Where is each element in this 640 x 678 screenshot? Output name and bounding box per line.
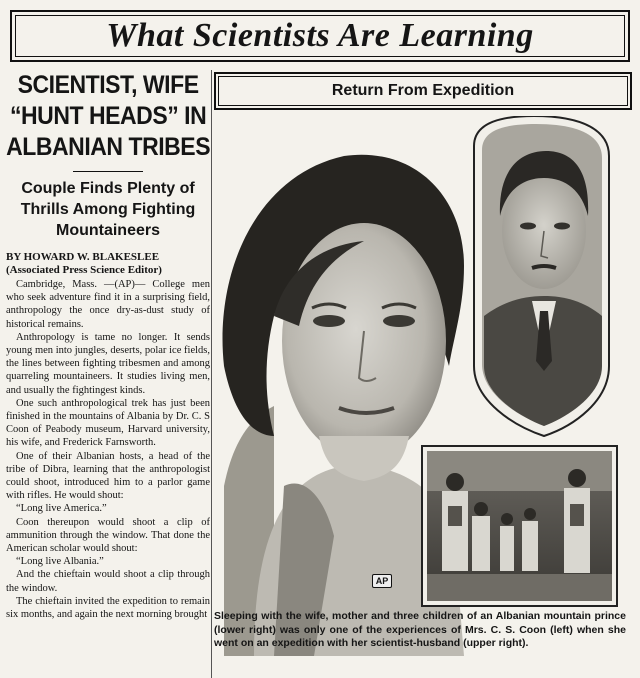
photo-composite-graphic [214,116,632,656]
headline-line-3: ALBANIAN TRIBES [6,133,211,161]
masthead-title: What Scientists Are Learning [106,17,534,54]
article-subhead: Couple Finds Plenty of Thrills Among Fighting Mountaineers [20,180,196,239]
column-rule [211,70,212,678]
article-paragraph: One such anthropological trek has just been finished in the mountains of Albania by Dr. C. S Coon of Peabody museum, Harvard university, his wife, and Frederick Farnsworth. [6,397,210,449]
photo-caption: Sleeping with the wife, mother and three children of an Albanian mountain prince (lower right) was only one of the experiences of Mrs. C. S. Coon (left) when she went on an expedition with her scientist-husband (upper right). [214,610,626,649]
article-paragraph: Cambridge, Mass. —(AP)— College men who seek adventure find it in a surprising field, anthropology the once dry-as-dust study of historical remains. [6,279,210,330]
masthead [10,10,630,62]
article-quote: “Long live Albania.” [16,556,104,568]
article-paragraph: Coon thereupon would shoot a clip of ammunition through the window. That done the American scholar would shout: [6,516,210,555]
photo-composite [214,116,632,672]
article-paragraph: Anthropology is tame no longer. It sends young men into jungles, deserts, polar ice fields, the lines between fighting tribesmen and among quarreling mountaineers. It studies living men, and usually the fightingest kinds. [6,331,210,396]
article-paragraph: One of their Albanian hosts, a head of the tribe of Dibra, learning that the anthropologist could shoot, introduced him to a parlor game with rifles. He would shout: [6,450,210,502]
ap-logo: AP [372,574,392,588]
headline-line-2: “HUNT HEADS” IN [9,102,207,130]
headline-line-1: SCIENTIST, WIFE [17,71,199,99]
article-paragraph: The chieftain invited the expedition to remain six months, and again the next morning brought [6,595,210,621]
article-paragraph: And the chieftain would shoot a clip through the window. [6,569,210,594]
photo-column [214,70,632,678]
group-photo [422,446,617,606]
man-portrait [474,116,609,436]
article-body [6,278,210,621]
photo-section-header [214,72,632,110]
photo-section-title: Return From Expedition [331,82,515,99]
article-byline: BY HOWARD W. BLAKESLEE [6,251,160,263]
article-headline [6,70,210,163]
adjacent-column-edge [632,120,640,678]
article-column [6,70,210,621]
headline-rule [73,171,143,172]
article-quote: “Long live America.” [16,503,107,515]
article-credit: (Associated Press Science Editor) [6,264,162,276]
